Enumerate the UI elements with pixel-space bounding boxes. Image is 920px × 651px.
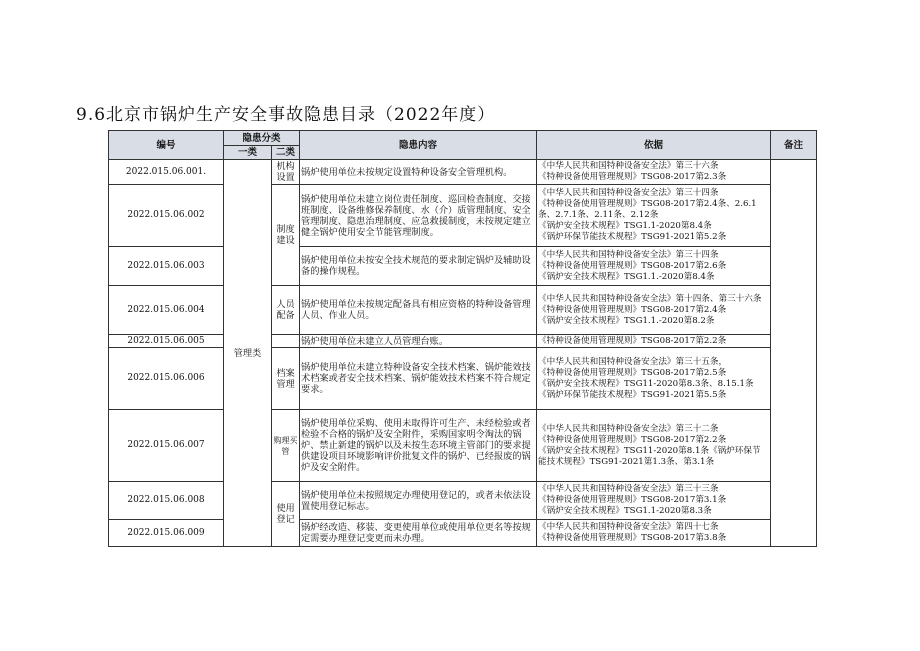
header-cat1: 一类 [224, 146, 272, 160]
remarks-cell [771, 160, 817, 547]
row-content: 锅炉使用单位未建立人员管理台账。 [300, 335, 537, 348]
row-basis: 《中华人民共和国特种设备安全法》第三十四条 《特种设备使用管理规则》TSG08-2017第2.4条、2.6.1条、2.7.1条、2.11条、2.12条 《锅炉安全技术规程》TSG1.1-2020第8.4条 《锅炉环保节能技术规程》TSG91-2021第5.2条 [537, 185, 771, 247]
row-content: 锅炉使用单位未建立岗位责任制度、巡回检查制度、交接班制度、设备维修保养制度、水（介）质管理制度、安全管理制度、隐患治理制度、应急救援制度，未按规定建立健全锅炉使用安全节能管理制度。 [300, 185, 537, 247]
row-content: 锅炉使用单位未按照规定办理使用登记的，或者未依法设置使用登记标志。 [300, 482, 537, 520]
header-category: 隐患分类 [224, 131, 300, 146]
header-cat2: 二类 [272, 146, 300, 160]
row-code: 2022.015.06.004 [109, 286, 224, 335]
row-content: 锅炉经改造、移装、变更使用单位或使用单位更名等按规定需要办理登记变更而未办理。 [300, 520, 537, 547]
row-content: 锅炉使用单位未按规定设置特种设备安全管理机构。 [300, 160, 537, 185]
row-code: 2022.015.06.002 [109, 185, 224, 247]
cat2-cell: 机构设置 [272, 160, 300, 185]
row-basis: 《中华人民共和国特种设备安全法》第三十二条 《特种设备使用管理规则》TSG08-2017第2.2条 《锅炉安全技术规程》TSG11-2020第8.1条《锅炉环保节能技术规程》TSG91-2021第1.3条、第3.1条 [537, 410, 771, 482]
table-row [109, 348, 817, 410]
cat2-cell: 使用登记 [272, 482, 300, 547]
row-code: 2022.015.06.009 [109, 520, 224, 547]
cat2-cell: 购理买管 [272, 410, 300, 482]
row-content: 锅炉使用单位未按安全技术规范的要求制定锅炉及辅助设备的操作规程。 [300, 247, 537, 286]
table-row [109, 410, 817, 482]
row-code: 2022.015.06.005 [109, 335, 224, 348]
table-row [109, 185, 817, 247]
cat2-cell: 制度建设 [272, 185, 300, 286]
table-row [109, 160, 817, 185]
table-row [109, 335, 817, 348]
cat1-cell: 管理类 [224, 160, 272, 547]
row-basis: 《中华人民共和国特种设备安全法》第四十七条 《特种设备使用管理规则》TSG08-2017第3.8条 [537, 520, 771, 547]
row-basis: 《中华人民共和国特种设备安全法》第三十三条 《特种设备使用管理规则》TSG08-2017第3.1条 《锅炉安全技术规程》TSG1.1-2020第8.3条 [537, 482, 771, 520]
table-row [109, 247, 817, 286]
cat2-cell: 档案管理 [272, 348, 300, 410]
header-basis: 依据 [537, 131, 771, 160]
cat2-cell: 人员配备 [272, 286, 300, 335]
row-code: 2022.015.06.006 [109, 348, 224, 410]
cat2-cell [272, 335, 300, 348]
table-row [109, 482, 817, 520]
row-basis: 《中华人民共和国特种设备安全法》第三十四条 《特种设备使用管理规则》TSG08-2017第2.6条 《锅炉安全技术规程》TSG1.1.-2020第8.4条 [537, 247, 771, 286]
row-basis: 《中华人民共和国特种设备安全法》第三十五条， 《特种设备使用管理规则》TSG08-2017第2.5条 《锅炉安全技术规程》TSG11-2020第8.3条、8.15.1条 《锅炉环保节能技术规程》TSG91-2021第5.5条 [537, 348, 771, 410]
header-content: 隐患内容 [300, 131, 537, 160]
table-row [109, 520, 817, 547]
page-title: 9.6北京市锅炉生产安全事故隐患目录（2022年度） [76, 105, 496, 125]
row-code: 2022.015.06.007 [109, 410, 224, 482]
row-basis: 《特种设备使用管理规则》TSG08-2017第2.2条 [537, 335, 771, 348]
row-content: 锅炉使用单位未按规定配备具有相应资格的特种设备管理人员、作业人员。 [300, 286, 537, 335]
row-code: 2022.015.06.008 [109, 482, 224, 520]
row-code: 2022.015.06.001. [109, 160, 224, 185]
row-basis: 《中华人民共和国特种设备安全法》第三十六条 《特种设备使用管理规则》TSG08-2017第2.3条 [537, 160, 771, 185]
row-content: 锅炉使用单位采购、使用未取得许可生产、未经检验或者检验不合格的锅炉及安全附件，采购国家明令淘汰的锅炉、禁止新建的锅炉以及未按生态环境主管部门的要求提供建设项目环境影响评价批复文件的锅炉、已经报废的锅炉及安全附件。 [300, 410, 537, 482]
table-header-row [109, 131, 817, 146]
hazard-catalog-table [108, 130, 817, 547]
header-code: 编号 [109, 131, 224, 160]
row-content: 锅炉使用单位未建立特种设备安全技术档案、锅炉能效技术档案或者安全技术档案、锅炉能效技术档案不符合规定要求。 [300, 348, 537, 410]
table-row [109, 286, 817, 335]
row-code: 2022.015.06.003 [109, 247, 224, 286]
row-basis: 《中华人民共和国特种设备安全法》第十四条、第三十六条 《特种设备使用管理规则》TSG08-2017第2.4条 《锅炉安全技术规程》TSG1.1.-2020第8.2条 [537, 286, 771, 335]
header-remarks: 备注 [771, 131, 817, 160]
